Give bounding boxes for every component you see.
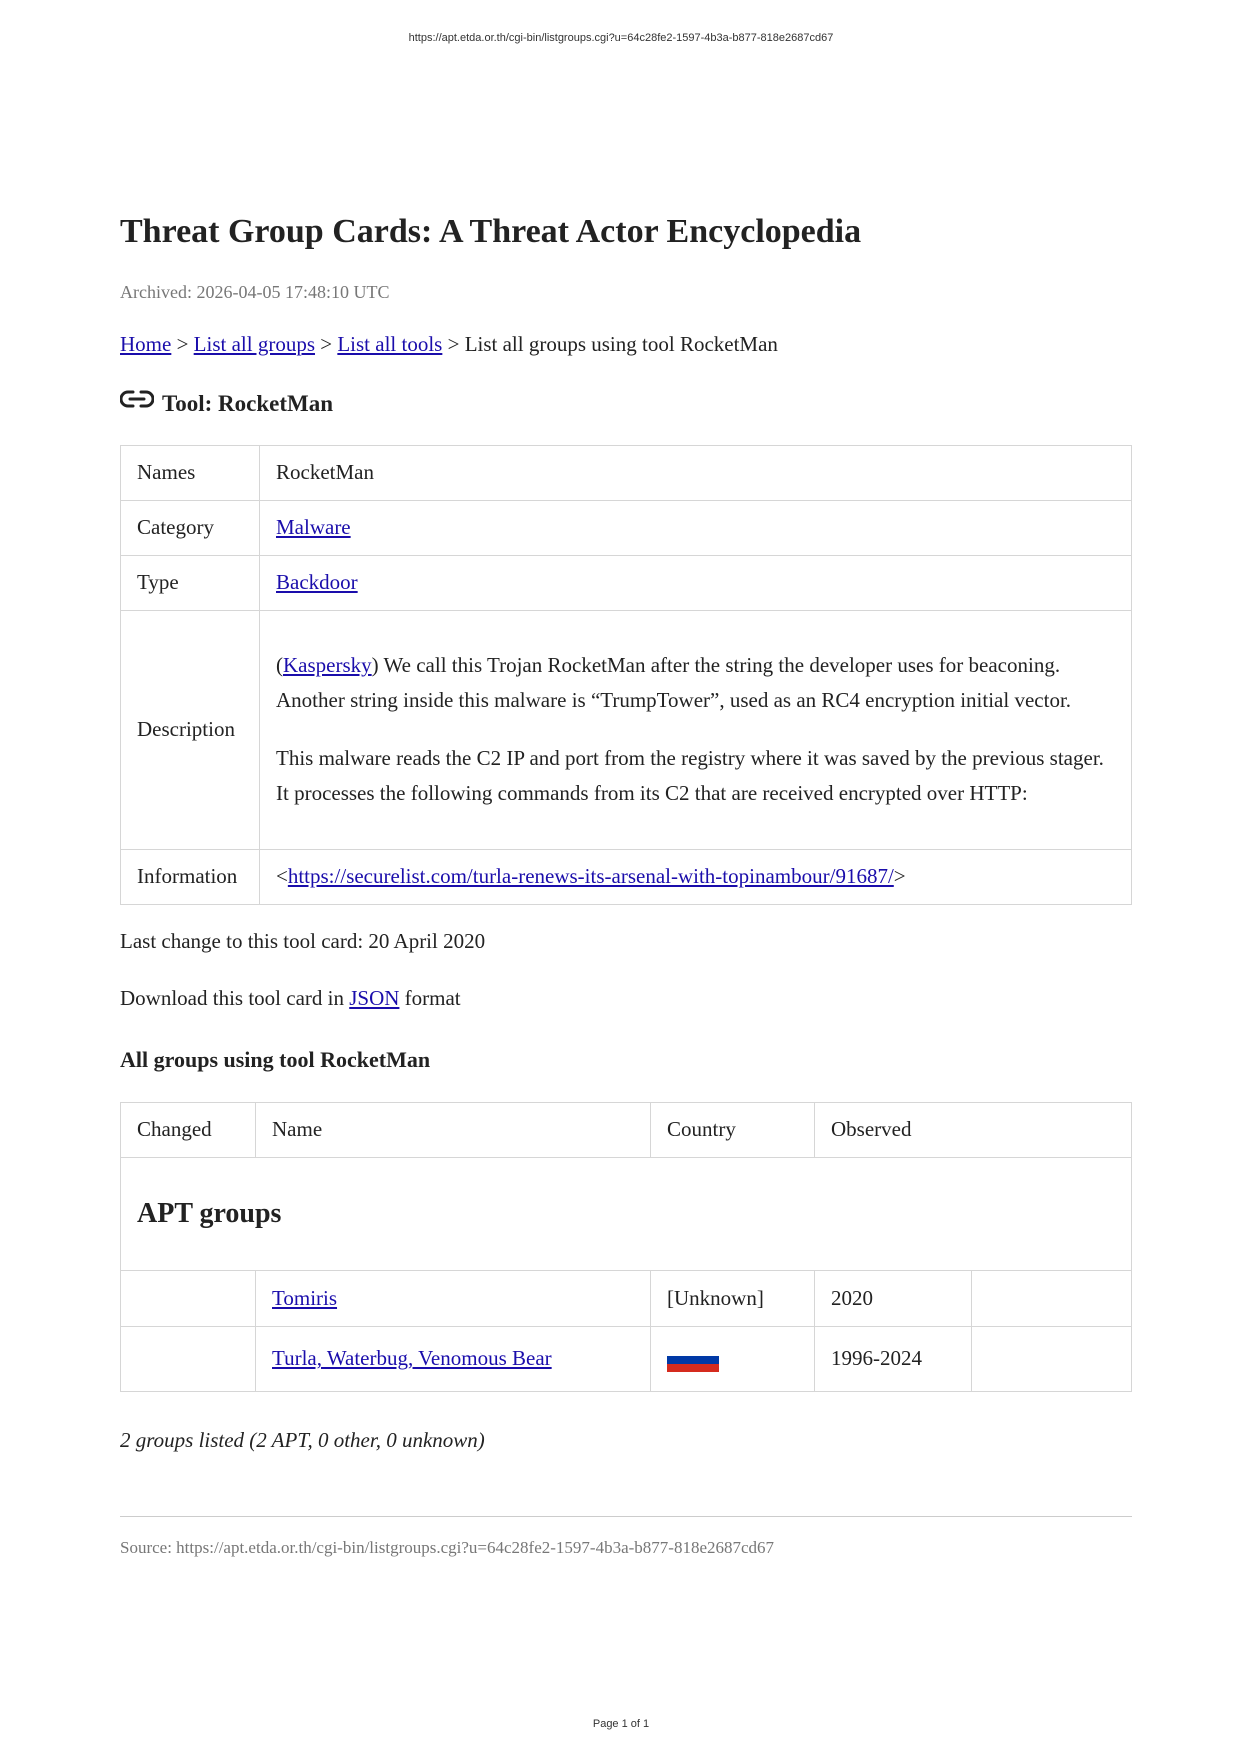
breadcrumb-home-link[interactable]: Home — [120, 331, 172, 356]
tool-info-table — [120, 445, 1132, 905]
tool-heading — [120, 391, 1132, 417]
divider — [120, 1516, 1132, 1517]
description-text-1: We call this Trojan RocketMan after the string the developer uses for beaconing. Another string inside this malware is “TrumpTower”, used as an RC4 encryption initial vector. — [276, 653, 1072, 713]
empty-cell — [972, 1270, 1132, 1326]
link-icon — [120, 389, 154, 409]
breadcrumb-separator: > — [442, 331, 465, 356]
section-title-apt-groups: APT groups — [121, 1157, 1132, 1270]
group-link-turla[interactable]: Turla, Waterbug, Venomous Bear — [272, 1346, 552, 1371]
table-row — [121, 849, 1132, 904]
download-prefix: Download this tool card in — [120, 985, 344, 1010]
source-url: Source: https://apt.etda.or.th/cgi-bin/listgroups.cgi?u=64c28fe2-1597-4b3a-b877-818e2687cd67 — [120, 1537, 775, 1557]
column-header-country: Country — [651, 1102, 815, 1157]
section-row — [121, 1157, 1132, 1270]
description-cell — [260, 610, 1132, 849]
category-cell — [260, 500, 1132, 555]
json-download-link[interactable]: JSON — [349, 985, 400, 1010]
table-row — [121, 555, 1132, 610]
breadcrumb-current: List all groups using tool RocketMan — [464, 331, 778, 356]
column-header-name: Name — [256, 1102, 651, 1157]
page-number: Page 1 of 1 — [592, 1718, 650, 1730]
category-label: Category — [121, 500, 260, 555]
table-row — [121, 445, 1132, 500]
securelist-link[interactable]: https://securelist.com/turla-renews-its-arsenal-with-topinambour/91687/ — [287, 864, 894, 889]
main-content — [120, 212, 1132, 1558]
column-header-changed: Changed — [121, 1102, 256, 1157]
groups-heading: All groups using tool RocketMan — [120, 1046, 431, 1072]
type-label: Type — [121, 555, 260, 610]
changed-cell — [121, 1326, 256, 1391]
last-change-text: Last change to this tool card: 20 April 2020 — [120, 928, 486, 953]
breadcrumb-separator: > — [315, 331, 338, 356]
table-row — [121, 1270, 1132, 1326]
observed-cell: 2020 — [815, 1270, 972, 1326]
breadcrumb-tools-link[interactable]: List all tools — [337, 331, 443, 356]
category-link[interactable]: Malware — [276, 515, 351, 540]
groups-table — [120, 1102, 1132, 1392]
names-label: Names — [121, 445, 260, 500]
type-cell — [260, 555, 1132, 610]
kaspersky-link[interactable]: Kaspersky — [283, 653, 372, 678]
russia-flag-icon — [667, 1348, 719, 1372]
download-line — [120, 986, 1132, 1011]
breadcrumb-separator: > — [171, 331, 194, 356]
changed-cell — [121, 1270, 256, 1326]
description-paragraph: (Kaspersky) We call this Trojan RocketMan after the string the developer uses for beaconing. Another string inside this malware is “TrumpTower”, used as an RC4 encryption initial vector. — [276, 653, 1072, 713]
table-header-row — [121, 1102, 1132, 1157]
observed-cell: 1996-2024 — [815, 1326, 972, 1391]
information-cell: <https://securelist.com/turla-renews-its-arsenal-with-topinambour/91687/> — [260, 849, 1132, 904]
name-cell — [256, 1326, 651, 1391]
group-link-tomiris[interactable]: Tomiris — [272, 1285, 338, 1310]
page-title: Threat Group Cards: A Threat Actor Encyclopedia — [120, 213, 862, 250]
archived-timestamp: Archived: 2026-04-05 17:48:10 UTC — [120, 281, 390, 302]
tool-heading-text: Tool: RocketMan — [162, 390, 334, 416]
download-suffix: format — [404, 985, 461, 1010]
table-row — [121, 500, 1132, 555]
breadcrumb — [120, 332, 1132, 357]
table-row — [121, 1326, 1132, 1391]
name-cell — [256, 1270, 651, 1326]
column-header-observed: Observed — [815, 1102, 1132, 1157]
information-label: Information — [121, 849, 260, 904]
type-link[interactable]: Backdoor — [276, 570, 358, 595]
description-label: Description — [121, 610, 260, 849]
table-row — [121, 610, 1132, 849]
names-value: RocketMan — [260, 445, 1132, 500]
empty-cell — [972, 1326, 1132, 1391]
breadcrumb-groups-link[interactable]: List all groups — [193, 331, 315, 356]
country-cell: [Unknown] — [651, 1270, 815, 1326]
groups-summary: 2 groups listed (2 APT, 0 other, 0 unknown) — [120, 1427, 485, 1452]
description-text-2: This malware reads the C2 IP and port from the registry where it was saved by the previous stager. It processes the following commands from its C2 that are received encrypted over HTTP: — [276, 746, 1104, 806]
country-cell — [651, 1326, 815, 1391]
print-header-url: https://apt.etda.or.th/cgi-bin/listgroups.cgi?u=64c28fe2-1597-4b3a-b877-818e2687cd67 — [408, 32, 834, 44]
